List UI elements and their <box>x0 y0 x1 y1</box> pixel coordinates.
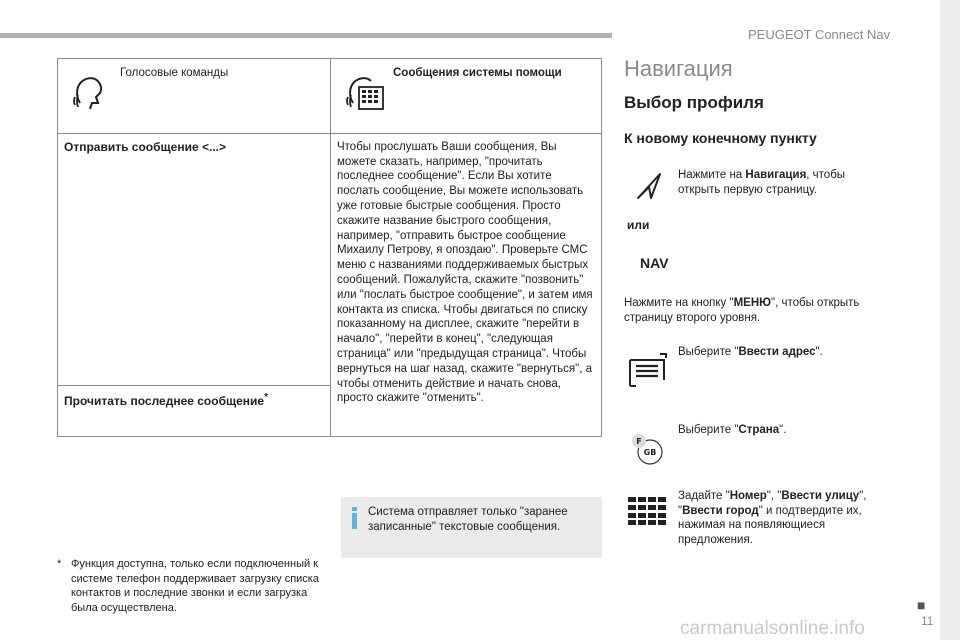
nav-button-label: NAV <box>640 255 669 271</box>
top-rule <box>0 33 612 38</box>
footnote-star: * <box>57 558 62 570</box>
country-code-to: GB <box>643 448 657 457</box>
footnote-text: Функция доступна, только если подключенный к системе телефон поддерживает загрузку списка контактов и последние звонки и если загрузка была осуществлена. <box>71 558 319 614</box>
table-row <box>58 133 331 385</box>
info-icon <box>348 507 362 529</box>
menu-label: МЕНЮ <box>733 297 772 309</box>
number-label: Номер <box>729 490 767 502</box>
navigation-arrow-icon <box>636 172 662 200</box>
or-label: или <box>627 218 650 232</box>
page-number: 11 <box>921 614 934 628</box>
info-text: Система отправляет только "заранее записанные" текстовые сообщения. <box>368 506 568 533</box>
step1-text: Нажмите на Навигация, чтобы открыть первую страницу. <box>678 169 846 196</box>
step4-text: Выберите "Страна". <box>678 424 787 436</box>
step5-text: Задайте "Номер", "Ввести улицу", "Ввести город" и подтвердите их, нажимая на появляющиеся предложения. <box>678 490 867 546</box>
table-header-help <box>331 59 602 134</box>
page-marker: ■ <box>917 597 926 613</box>
table-header-voice <box>58 59 331 134</box>
section-title: Навигация <box>624 56 733 81</box>
command-send-message: Отправить сообщение <...> <box>64 139 226 154</box>
command-read-last-message: Прочитать последнее сообщение <box>64 393 265 408</box>
country-code-from: F <box>636 437 642 446</box>
city-label: Ввести город <box>682 504 759 517</box>
country-label: Страна <box>738 424 780 436</box>
country-flag-icon <box>630 432 664 466</box>
step3-text: Выберите "Ввести адрес". <box>678 346 823 358</box>
page-heading: Выбор профиля <box>624 93 764 112</box>
voice-command-table <box>57 58 602 437</box>
watermark: carmanualsonline.info <box>680 618 865 639</box>
header-title: PEUGEOT Connect Nav <box>748 27 891 42</box>
help-message-icon <box>345 73 385 113</box>
table-row <box>58 385 331 436</box>
keypad-icon <box>628 497 668 525</box>
navigation-label: Навигация <box>745 169 807 181</box>
footnote-mark: * <box>264 391 268 403</box>
voice-command-icon <box>72 73 108 113</box>
street-label: Ввести улицу <box>781 490 860 502</box>
info-box <box>341 497 602 558</box>
side-strip <box>940 0 960 640</box>
enter-address-label: Ввести адрес <box>738 346 816 358</box>
col-header-help-messages: Сообщения системы помощи <box>393 67 562 79</box>
sub-heading: К новому конечному пункту <box>624 130 817 146</box>
enter-address-icon <box>628 352 668 388</box>
help-description: Чтобы прослушать Ваши сообщения, Вы можете сказать, например, "прочитать последнее сообщение". Если Вы хотите послать сообщение, Вы можете использовать уже готовые быстрые сообщения. Просто скажите название быстрого сообщения, например, "отправить быстрое сообщение Михаилу Петрову, я опоздаю". Проверьте СМС меню с названиями поддерживаемых быстрых сообщений. Пожалуйста, скажите "позвонить" или "послать быстрое сообщение", и затем имя контакта из списка. Чтобы двигаться по списку показанному на дисплее, скажите "перейти в начало", "перейти в конец", "следующая страница" или "предыдущая страница". Чтобы вернуться на шаг назад, скажите "вернуться", а чтобы отменить действие и начать снова, просто скажите "отменить". <box>337 140 593 405</box>
footnote <box>57 557 322 615</box>
col-header-voice-commands: Голосовые команды <box>120 67 229 79</box>
help-description-cell <box>331 133 602 436</box>
step2-text: Нажмите на кнопку "МЕНЮ", чтобы открыть страницу второго уровня. <box>624 297 860 324</box>
